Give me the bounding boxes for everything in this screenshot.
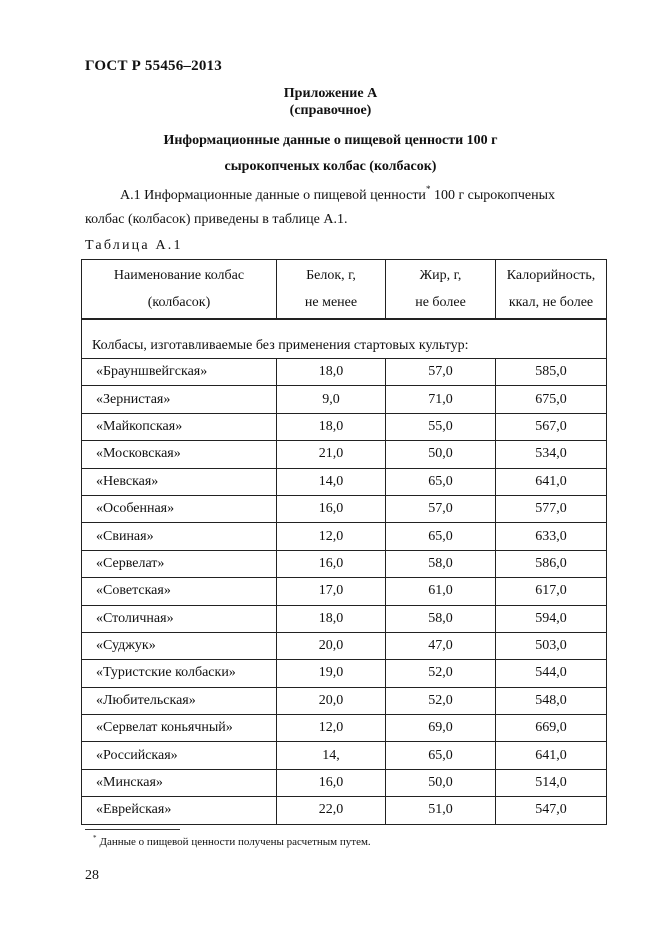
table-row [82,660,607,687]
table-row [82,468,607,495]
calorie-value: 585,0 [496,359,607,386]
calorie-value: 547,0 [496,797,607,824]
product-name: «Свиная» [82,523,277,550]
product-name: «Невская» [82,468,277,495]
table-row [82,386,607,413]
product-name: «Советская» [82,578,277,605]
paragraph-line-2: колбас (колбасок) приведены в таблице А.1. [85,212,348,227]
footnote-marker-small: * [93,834,97,842]
product-name: «Особенная» [82,495,277,522]
table-row [82,495,607,522]
product-name: «Брауншвейгская» [82,359,277,386]
calorie-value: 641,0 [496,742,607,769]
product-name: «Московская» [82,441,277,468]
product-name: «Столичная» [82,605,277,632]
calorie-value: 669,0 [496,715,607,742]
protein-value: 18,0 [277,413,386,440]
appendix-subtitle: (справочное) [289,103,372,118]
protein-value: 20,0 [277,632,386,659]
table-row [82,687,607,714]
header-fat: Жир, г, не более [386,260,496,320]
fat-value: 57,0 [386,359,496,386]
fat-value: 71,0 [386,386,496,413]
fat-value: 52,0 [386,660,496,687]
protein-value: 16,0 [277,769,386,796]
calorie-value: 548,0 [496,687,607,714]
table-header-row [82,260,607,320]
table-row [82,715,607,742]
product-name: «Любительская» [82,687,277,714]
table-row [82,413,607,440]
nutrition-table [81,259,607,825]
section-heading-line-1: Информационные данные о пищевой ценности 100 г [163,133,498,148]
table-section-row [82,319,607,359]
calorie-value: 633,0 [496,523,607,550]
fat-value: 58,0 [386,605,496,632]
fat-value: 58,0 [386,550,496,577]
fat-value: 55,0 [386,413,496,440]
fat-value: 65,0 [386,742,496,769]
product-name: «Еврейская» [82,797,277,824]
section-heading-line-2: сырокопченых колбас (колбасок) [224,159,437,174]
calorie-value: 544,0 [496,660,607,687]
protein-value: 17,0 [277,578,386,605]
table-row [82,578,607,605]
fat-value: 50,0 [386,769,496,796]
calorie-value: 503,0 [496,632,607,659]
standard-number: ГОСТ Р 55456–2013 [85,58,222,74]
appendix-title: Приложение А [283,86,378,101]
table-row [82,359,607,386]
calorie-value: 567,0 [496,413,607,440]
fat-value: 69,0 [386,715,496,742]
calorie-value: 641,0 [496,468,607,495]
table-label: Таблица А.1 [85,238,183,253]
fat-value: 50,0 [386,441,496,468]
protein-value: 18,0 [277,359,386,386]
table-row [82,632,607,659]
footnote-divider [85,829,180,830]
calorie-value: 577,0 [496,495,607,522]
product-name: «Сервелат коньячный» [82,715,277,742]
protein-value: 19,0 [277,660,386,687]
calorie-value: 675,0 [496,386,607,413]
fat-value: 52,0 [386,687,496,714]
protein-value: 14, [277,742,386,769]
protein-value: 18,0 [277,605,386,632]
table-row [82,523,607,550]
protein-value: 12,0 [277,715,386,742]
table-row [82,769,607,796]
table-row [82,605,607,632]
protein-value: 9,0 [277,386,386,413]
product-name: «Зернистая» [82,386,277,413]
page-number: 28 [85,868,99,883]
product-name: «Суджук» [82,632,277,659]
footnote-marker: * [425,184,431,194]
table-row [82,742,607,769]
protein-value: 14,0 [277,468,386,495]
protein-value: 22,0 [277,797,386,824]
section-label: Колбасы, изготавливаемые без применения стартовых культур: [82,319,607,359]
footnote-text: Данные о пищевой ценности получены расчетным путем. [99,836,371,848]
paragraph-line-1 [120,184,555,204]
header-protein: Белок, г, не менее [277,260,386,320]
paragraph-text-after-marker: 100 г сырокопченых [430,188,556,203]
fat-value: 47,0 [386,632,496,659]
fat-value: 65,0 [386,523,496,550]
product-name: «Минская» [82,769,277,796]
calorie-value: 534,0 [496,441,607,468]
protein-value: 20,0 [277,687,386,714]
fat-value: 57,0 [386,495,496,522]
calorie-value: 594,0 [496,605,607,632]
protein-value: 16,0 [277,550,386,577]
calorie-value: 617,0 [496,578,607,605]
table-row [82,441,607,468]
table-row [82,797,607,824]
protein-value: 16,0 [277,495,386,522]
footnote [93,834,371,848]
fat-value: 61,0 [386,578,496,605]
calorie-value: 514,0 [496,769,607,796]
protein-value: 12,0 [277,523,386,550]
fat-value: 51,0 [386,797,496,824]
product-name: «Туристские колбаски» [82,660,277,687]
header-name: Наименование колбас (колбасок) [82,260,277,320]
table-row [82,550,607,577]
header-calories: Калорийность, ккал, не более [496,260,607,320]
fat-value: 65,0 [386,468,496,495]
paragraph-text-before-marker: А.1 Информационные данные о пищевой ценности [120,188,426,203]
protein-value: 21,0 [277,441,386,468]
product-name: «Российская» [82,742,277,769]
product-name: «Сервелат» [82,550,277,577]
product-name: «Майкопская» [82,413,277,440]
calorie-value: 586,0 [496,550,607,577]
